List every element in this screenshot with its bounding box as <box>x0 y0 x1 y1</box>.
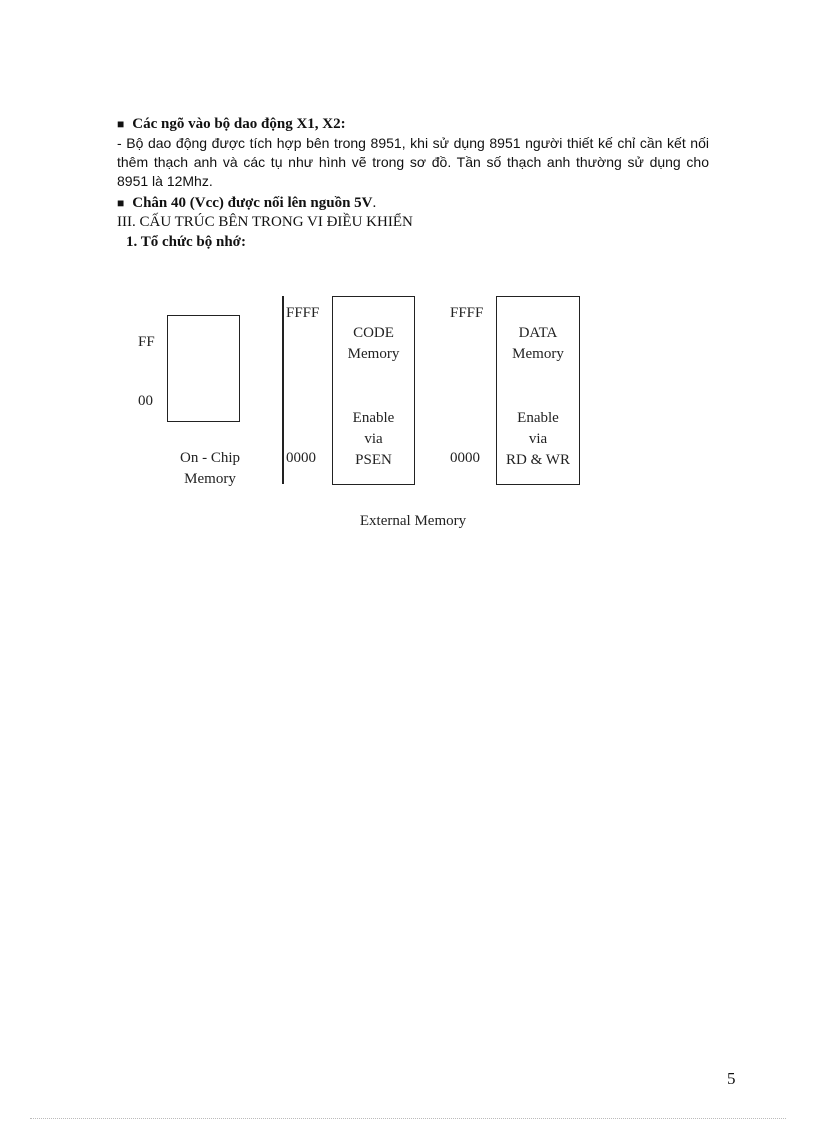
pin40-period: . <box>372 195 377 211</box>
data-enable-line2: via <box>528 431 548 447</box>
osc-paragraph: - Bộ dao động được tích hợp bên trong 8951, khi sử dụng 8951 người thiết kế chỉ cần kết nối thêm thạch anh và các tụ như hình vẽ trong sơ đồ. Tần số thạch anh thường sử dụng cho 8951 là 12Mhz. <box>117 135 709 189</box>
subsection-1-heading: 1. Tổ chức bộ nhớ: <box>126 234 246 250</box>
data-memory-title <box>496 323 580 365</box>
code-enable-line2: via <box>364 431 383 447</box>
osc-heading-text: Các ngõ vào bộ dao động X1, X2: <box>132 116 346 132</box>
code-title-line2: Memory <box>347 346 400 362</box>
data-title-line2: Memory <box>512 346 564 362</box>
osc-heading <box>117 115 346 134</box>
bullet-icon: ■ <box>117 196 125 210</box>
code-enable-line1: Enable <box>352 410 395 426</box>
onchip-addr-low: 00 <box>138 393 153 409</box>
pin40-text: Chân 40 (Vcc) được nối lên nguồn 5V <box>132 195 373 211</box>
diagram-caption: External Memory <box>359 513 467 529</box>
code-addr-low: 0000 <box>286 450 316 466</box>
section-iii-heading: III. CẤU TRÚC BÊN TRONG VI ĐIỀU KHIỂN <box>117 214 413 230</box>
bullet-icon: ■ <box>117 117 125 131</box>
data-enable-line3: RD & WR <box>506 452 570 468</box>
onchip-label-line1: On - Chip <box>180 450 240 466</box>
code-memory-title <box>332 323 415 365</box>
onchip-addr-high: FF <box>138 334 155 350</box>
onchip-memory-box <box>167 315 240 422</box>
code-addr-high: FFFF <box>286 305 320 321</box>
data-addr-high: FFFF <box>450 305 484 321</box>
page-number: 5 <box>727 1069 736 1088</box>
pin40-line <box>117 194 376 213</box>
data-enable-line1: Enable <box>517 410 559 426</box>
data-addr-low: 0000 <box>450 450 480 466</box>
data-enable-label <box>496 408 580 471</box>
separator-line <box>282 296 284 484</box>
code-enable-line3: PSEN <box>355 452 392 468</box>
code-enable-label <box>332 408 415 471</box>
data-title-line1: DATA <box>518 325 558 341</box>
onchip-label <box>168 448 252 490</box>
onchip-label-line2: Memory <box>184 471 236 487</box>
footer-divider <box>30 1118 786 1119</box>
code-title-line1: CODE <box>353 325 394 341</box>
